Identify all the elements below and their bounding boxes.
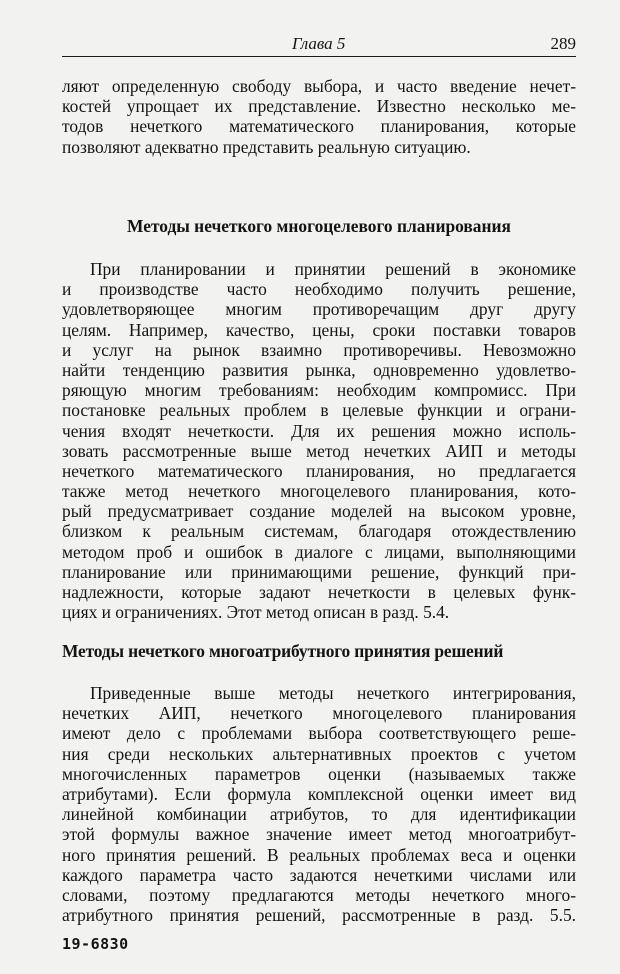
text-line: ного принятия решений. В реальных проблемах веса и оценки bbox=[62, 844, 576, 865]
paragraph-multiattribute bbox=[62, 683, 576, 925]
text-line: и услуг на рынок взаимно противоречивы. Невозможно bbox=[62, 339, 576, 360]
text-line: нечеткого математического планирования, но предлагается bbox=[62, 460, 576, 481]
text-line: ния среди нескольких альтернативных проектов с учетом bbox=[62, 743, 576, 764]
text-line: атрибутами). Если формула комплексной оценки имеет вид bbox=[62, 783, 576, 804]
text-line: Приведенные выше методы нечеткого интегрирования, bbox=[90, 683, 576, 703]
text-line: костей упрощает их представление. Известно несколько ме- bbox=[62, 96, 576, 117]
text-line: позволяют адекватно представить реальную ситуацию. bbox=[62, 136, 471, 157]
text-line: планирование или принимающими решение, функций при- bbox=[62, 561, 576, 582]
text-line: атрибутного принятия решений, рассмотренные в разд. 5.5. bbox=[62, 905, 576, 926]
running-header bbox=[62, 34, 576, 57]
text-line: также метод нечеткого многоцелевого планирования, кото- bbox=[62, 481, 576, 502]
paragraph-multiobjective bbox=[62, 259, 576, 622]
text-line: методом проб и ошибок в диалоге с лицами, выполняющими bbox=[62, 541, 576, 562]
text-line: линейной комбинации атрибутов, то для идентификации bbox=[62, 804, 576, 825]
chapter-title: Глава 5 bbox=[292, 34, 346, 53]
text-line: зовать рассмотренные выше метод нечетких АИП и методы bbox=[62, 440, 576, 461]
text-line: надлежности, которые задают нечеткости в целевых функ- bbox=[62, 582, 576, 602]
text-line: этой формулы важное значение имеет метод многоатрибут- bbox=[62, 824, 576, 845]
paragraph-continuation bbox=[62, 76, 576, 157]
text-line: рый предусматривает создание моделей на высоком уровне, bbox=[62, 501, 576, 522]
text-line: имеют дело с проблемами выбора соответствующего реше- bbox=[62, 723, 576, 744]
text-line: циях и ограничениях. Этот метод описан в разд. 5.4. bbox=[62, 602, 450, 623]
text-line: нечетких АИП, нечеткого многоцелевого планирования bbox=[62, 703, 576, 724]
text-line: При планировании и принятии решений в экономике bbox=[90, 259, 576, 279]
page-number: 289 bbox=[550, 34, 576, 53]
text-line: найти тенденцию развития рынка, одновременно удовлетво- bbox=[62, 359, 576, 380]
text-line: постановке реальных проблем в целевые функции и ограни- bbox=[62, 400, 576, 421]
text-line: каждого параметра часто задаются нечеткими числами или bbox=[62, 864, 576, 885]
text-line: ряющую многим требованиям: необходим компромисс. При bbox=[62, 380, 576, 401]
text-line: словами, поэтому предлагаются методы нечеткого много- bbox=[62, 884, 576, 905]
text-line: тодов нечеткого математического планирования, которые bbox=[62, 116, 576, 137]
text-line: многочисленных параметров оценки (называемых также bbox=[62, 763, 576, 784]
text-line: чения входят нечеткости. Для их решения можно исполь- bbox=[62, 420, 576, 441]
text-line: целям. Например, качество, цены, сроки поставки товаров bbox=[62, 319, 576, 340]
text-line: и производстве часто необходимо получить решение, bbox=[62, 279, 576, 300]
section-heading-multiobjective: Методы нечеткого многоцелевого планирования bbox=[127, 216, 511, 236]
text-line: удовлетворяющее многим противоречащим друг другу bbox=[62, 299, 576, 320]
printer-signature-mark: 19-6830 bbox=[62, 935, 129, 953]
text-line: близком к реальным системам, благодаря отождествлению bbox=[62, 521, 576, 542]
section-heading-multiattribute: Методы нечеткого многоатрибутного принятия решений bbox=[62, 641, 504, 661]
text-line: ляют определенную свободу выбора, и часто введение нечет- bbox=[62, 76, 576, 96]
